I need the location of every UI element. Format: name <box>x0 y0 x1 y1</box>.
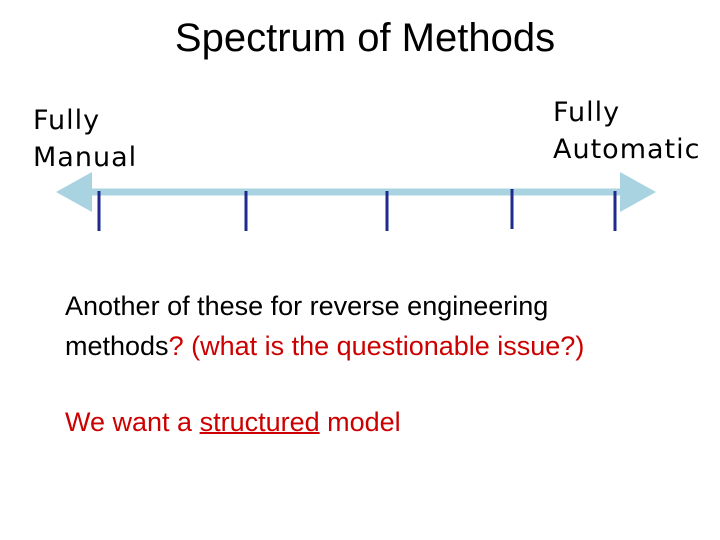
double-headed-arrow <box>56 172 656 212</box>
question-line-2 <box>65 326 584 366</box>
structured-model-statement <box>65 402 401 442</box>
fully-automatic-label-line2: Automatic <box>553 134 701 165</box>
reverse-engineering-question <box>65 286 584 366</box>
question-line-2-methods: methods <box>65 331 169 361</box>
arrow-head-left <box>56 172 92 212</box>
arrow-head-right <box>620 172 656 212</box>
fully-automatic-label-line1: Fully <box>553 97 621 128</box>
slide-title: Spectrum of Methods <box>174 16 556 60</box>
statement-part-1: We want a <box>65 407 200 437</box>
fully-manual-label-line2: Manual <box>33 142 138 173</box>
fully-manual-label-line1: Fully <box>33 105 101 136</box>
question-line-2-issue: ? (what is the questionable issue?) <box>168 331 585 361</box>
spectrum-arrow-diagram <box>0 0 720 260</box>
question-line-1: Another of these for reverse engineering <box>65 291 549 321</box>
statement-part-3: model <box>319 407 401 437</box>
statement-structured-underlined: structured <box>199 407 320 437</box>
